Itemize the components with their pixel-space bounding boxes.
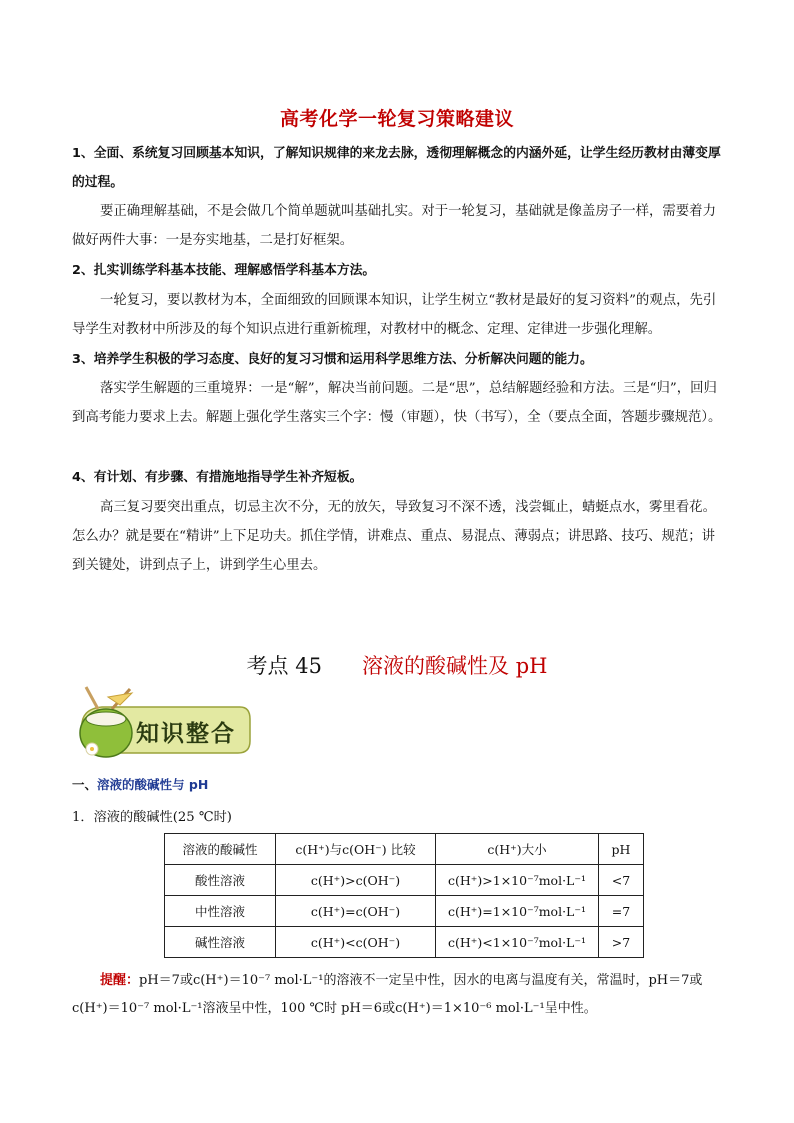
table-cell: 中性溶液: [165, 896, 276, 927]
knowledge-banner: [72, 683, 252, 763]
table-cell: <7: [599, 865, 644, 896]
tip-paragraph: [72, 967, 724, 1023]
point-3-body: 落实学生解题的三重境界：一是“解”，解决当前问题。二是“思”，总结解题经验和方法。三是“归”，回归到高考能力要求上去。解题上强化学生落实三个字：慢（审题），快（书写），全（要点全面，答题步骤规范）。: [72, 381, 722, 425]
subsection-1-heading: 1．溶液的酸碱性(25 ℃时): [72, 810, 232, 825]
table-header: c(H⁺)与c(OH⁻) 比较: [276, 834, 436, 865]
table-cell: c(H⁺)=1×10⁻⁷mol·L⁻¹: [436, 896, 599, 927]
table-row: [165, 865, 644, 896]
table-cell: >7: [599, 927, 644, 958]
point-4-heading: 4、有计划、有步骤、有措施地指导学生补齐短板。: [72, 470, 363, 485]
section-1-number: 一、: [72, 777, 98, 792]
kaodian-number: 考点 45: [246, 654, 322, 678]
point-3-heading: 3、培养学生积极的学习态度、良好的复习习惯和运用科学思维方法、分析解决问题的能力。: [72, 352, 593, 367]
table-header: c(H⁺)大小: [436, 834, 599, 865]
table-row: [165, 896, 644, 927]
acidity-table: [164, 833, 644, 958]
table-cell: 碱性溶液: [165, 927, 276, 958]
kaodian-heading: [0, 650, 794, 680]
table-header-row: [165, 834, 644, 865]
table-header: pH: [599, 834, 644, 865]
tip-text: pH＝7或c(H⁺)＝10⁻⁷ mol·L⁻¹的溶液不一定呈中性，因水的电离与温度有关，常温时，pH＝7或c(H⁺)＝10⁻⁷ mol·L⁻¹溶液呈中性，100 ℃时 pH＝6或c(H⁺)＝1×10⁻⁶ mol·L⁻¹呈中性。: [72, 973, 703, 1016]
table-cell: c(H⁺)=c(OH⁻): [276, 896, 436, 927]
point-2-body: 一轮复习，要以教材为本，全面细致的回顾课本知识，让学生树立“教材是最好的复习资料”的观点，先引导学生对教材中所涉及的每个知识点进行重新梳理，对教材中的概念、定理、定律进一步强化理解。: [72, 293, 717, 337]
kaodian-topic: 溶液的酸碱性及 pH: [362, 654, 548, 678]
table-cell: c(H⁺)<c(OH⁻): [276, 927, 436, 958]
point-1-body: 要正确理解基础，不是会做几个简单题就叫基础扎实。对于一轮复习，基础就是像盖房子一样，需要着力做好两件大事：一是夯实地基，二是打好框架。: [72, 204, 716, 248]
banner-label: 知识整合: [136, 721, 236, 747]
page-title: 高考化学一轮复习策略建议: [279, 108, 514, 130]
point-2-heading: 2、扎实训练学科基本技能、理解感悟学科基本方法。: [72, 263, 376, 278]
section-1-heading: [72, 775, 208, 793]
table-cell: c(H⁺)>1×10⁻⁷mol·L⁻¹: [436, 865, 599, 896]
table-cell: c(H⁺)<1×10⁻⁷mol·L⁻¹: [436, 927, 599, 958]
table-header: 溶液的酸碱性: [165, 834, 276, 865]
table-cell: 酸性溶液: [165, 865, 276, 896]
table-cell: =7: [599, 896, 644, 927]
table-cell: c(H⁺)>c(OH⁻): [276, 865, 436, 896]
table-row: [165, 927, 644, 958]
tip-label: 提醒：: [100, 973, 140, 988]
point-4-body: 高三复习要突出重点，切忌主次不分，无的放矢，导致复习不深不透，浅尝辄止，蜻蜓点水，雾里看花。怎么办？就是要在“精讲”上下足功夫。抓住学情，讲难点、重点、易混点、薄弱点；讲思路、技巧、规范；讲到关键处，讲到点子上，讲到学生心里去。: [72, 500, 716, 573]
section-1-label: 溶液的酸碱性与 pH: [97, 777, 209, 792]
point-1-heading: 1、全面、系统复习回顾基本知识，了解知识规律的来龙去脉，透彻理解概念的内涵外延，让学生经历教材由薄变厚的过程。: [72, 146, 721, 190]
